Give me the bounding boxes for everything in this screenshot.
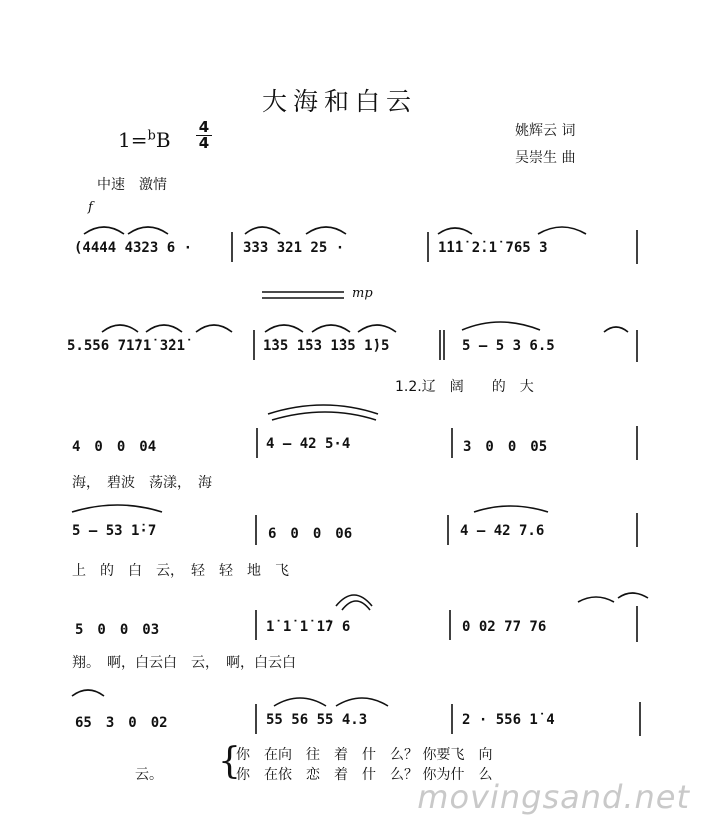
composer-credit: 吴崇生 曲 [515, 150, 576, 166]
staff-4-measure-2: 6 0 0 06 [268, 526, 353, 542]
slur [102, 325, 138, 332]
staff-6-lyrics-verse-2: 你 在依 恋 着 什 么？ 你为什 么 [236, 767, 493, 783]
slur [265, 325, 303, 332]
slur [618, 593, 648, 598]
slur [358, 325, 396, 332]
verse-brace: { [218, 741, 241, 782]
staff-4-lyrics: 上 的 白 云， 轻 轻 地 飞 [72, 563, 289, 579]
slur [578, 597, 614, 602]
dynamic-forte: f [88, 200, 93, 215]
flat-sign: b [147, 128, 156, 144]
staff-5-measure-2: 1̇ 1̇ 1̇ 1̇7 6 [266, 619, 351, 635]
staff-6-measure-1: 65 3 0 02 [75, 715, 168, 731]
staff-4-measure-3: 4 — 42 7.6 [460, 523, 545, 539]
staff-6-lyrics-verse-1: 你 在向 往 着 什 么？ 你要飞 向 [236, 747, 493, 763]
slur [312, 325, 350, 332]
slur [84, 227, 124, 234]
slur [72, 690, 104, 696]
staff-2-measure-2: 1̇35 1̇53 1̇35 1̇)5 [263, 338, 390, 354]
staff-2-lyrics: 1.2.辽 阔 的 大 [395, 379, 534, 395]
slur [72, 505, 162, 512]
slur [538, 227, 586, 234]
staff-6-measure-2: 55 56 55 4.3 [266, 712, 368, 728]
staff-3-lyrics: 海， 碧波 荡漾， 海 [72, 475, 212, 491]
staff-4-measure-1: 5 — 53 1̇·7 [72, 523, 157, 539]
staff-2-measure-3: 5 — 5 3 6.5 [462, 338, 555, 354]
slur [245, 227, 280, 234]
slur [272, 412, 376, 420]
staff-3-measure-1: 4 0 0 04 [72, 439, 157, 455]
song-title: 大海和白云 [262, 87, 418, 116]
staff-3-measure-2: 4 — 42 5·4 [266, 436, 351, 452]
staff-1-measure-2: 333 321 25 · [243, 240, 345, 256]
tempo-marking: 中速 激情 [97, 177, 167, 193]
slur [462, 322, 540, 330]
slur [274, 698, 326, 706]
slur [474, 506, 548, 512]
dynamic-mp: mp [352, 286, 373, 301]
staff-5-measure-1: 5 0 0 03 [75, 622, 160, 638]
slur [438, 228, 472, 234]
staff-2-measure-1: 5.556 71̇71̇ 3̇21̇ [67, 338, 186, 354]
staff-5-measure-3: 0 02 77 76 [462, 619, 547, 635]
key-label: 1= [118, 128, 148, 152]
staff-5-lyrics: 翔。 啊，白云白 云， 啊，白云白 [72, 655, 296, 671]
slur [336, 698, 388, 706]
slur [196, 325, 232, 332]
slur [146, 325, 182, 332]
time-sig-top: 4 [196, 120, 212, 136]
staff-6-measure-3: 2 · 556 1̇ 4 [462, 712, 555, 728]
slur [128, 227, 168, 234]
staff-3-measure-3: 3 0 0 05 [463, 439, 548, 455]
slur [342, 601, 370, 610]
staff-1-measure-1: (4444 4323 6 · [74, 240, 193, 256]
slur [604, 327, 628, 332]
key-note: B [155, 128, 171, 152]
staff-6-lyrics-tail: 云。 [135, 767, 163, 783]
lyricist-credit: 姚辉云 词 [515, 123, 576, 139]
time-sig-bottom: 4 [198, 134, 210, 152]
slur [306, 227, 346, 234]
staff-1-measure-3: 1̇1̇1̇ 2̇.1̇ 765 3 [438, 240, 548, 256]
watermark: movingsand.net [417, 778, 690, 816]
